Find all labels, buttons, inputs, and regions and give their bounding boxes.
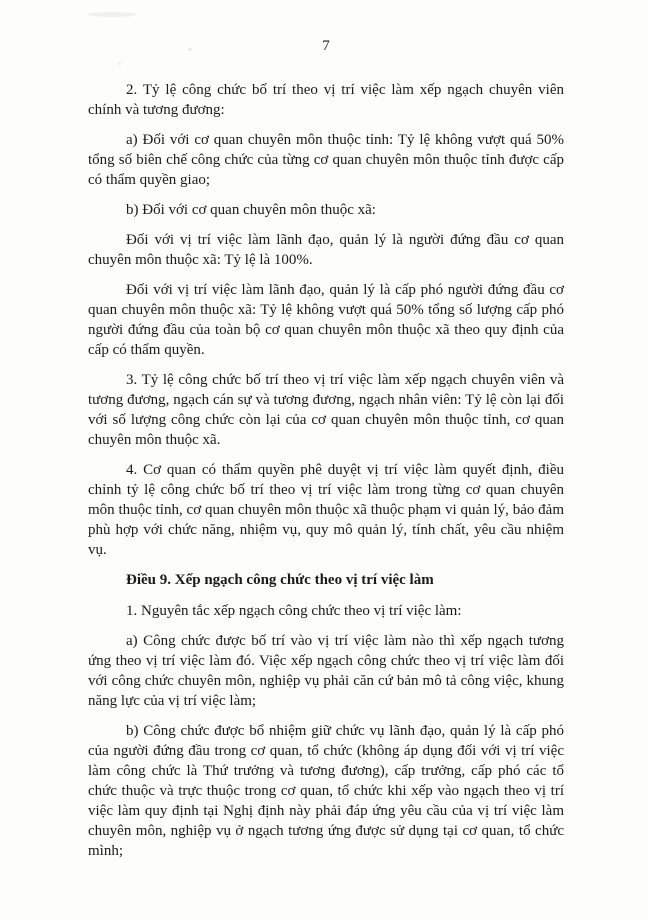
paragraph-point-b-clause-2: b) Đối với cơ quan chuyên môn thuộc xã:: [126, 202, 376, 218]
paragraph-point-a-clause-2: a) Đối với cơ quan chuyên môn thuộc tỉnh: Tỷ lệ không vượt quá 50% tổng số biên chế công chức của từng cơ quan chuyên môn thuộc tỉnh được cấp có thẩm quyền giao;: [88, 132, 564, 188]
paragraph-point-a-article-9: a) Công chức được bố trí vào vị trí việc làm nào thì xếp ngạch tương ứng theo vị trí việc làm đó. Việc xếp ngạch công chức theo vị trí việc làm đối với công chức chuyên môn, nghiệp vụ phải căn cứ bản mô tả công việc, khung năng lực của vị trí việc làm;: [88, 633, 564, 709]
paragraph-point-b-leader-ratio: Đối với vị trí việc làm lãnh đạo, quản lý là người đứng đầu cơ quan chuyên môn thuộc xã: Tỷ lệ là 100%.: [88, 232, 564, 268]
scan-smudge: [88, 12, 136, 17]
paragraph-point-b-article-9: b) Công chức được bổ nhiệm giữ chức vụ lãnh đạo, quản lý là cấp phó của người đứng đầu trong cơ quan, tổ chức (không áp dụng đối với vị trí việc làm công chức là Thứ trưởng và tương đương), cấp trưởng, cấp phó các tổ chức thuộc và trực thuộc trong cơ quan, tổ chức khi xếp vào ngạch theo vị trí việc làm quy định tại Nghị định này phải đáp ứng yêu cầu của vị trí việc làm chuyên môn, nghiệp vụ ở ngạch tương ứng được sử dụng tại cơ quan, tổ chức mình;: [88, 723, 564, 859]
page-number: 7: [322, 38, 330, 54]
paragraph-clause-1-article-9: 1. Nguyên tắc xếp ngạch công chức theo vị trí việc làm:: [126, 603, 462, 619]
paragraph-clause-3: 3. Tỷ lệ công chức bố trí theo vị trí việc làm xếp ngạch chuyên viên và tương đương, ngạch cán sự và tương đương, ngạch nhân viên: Tỷ lệ còn lại đối với số lượng công chức còn lại của cơ quan chuyên môn thuộc tỉnh, cơ quan chuyên môn thuộc xã.: [88, 372, 564, 448]
paragraph-clause-2: 2. Tỷ lệ công chức bố trí theo vị trí việc làm xếp ngạch chuyên viên chính và tương đương:: [88, 82, 564, 118]
paragraph-point-b-deputy-ratio: Đối với vị trí việc làm lãnh đạo, quản lý là cấp phó người đứng đầu cơ quan chuyên môn thuộc xã: Tỷ lệ không vượt quá 50% tổng số lượng cấp phó người đứng đầu của toàn bộ cơ quan chuyên môn thuộc xã theo quy định của cấp có thẩm quyền.: [88, 282, 564, 358]
paragraph-clause-4: 4. Cơ quan có thẩm quyền phê duyệt vị trí việc làm quyết định, điều chỉnh tỷ lệ công chức bố trí theo vị trí việc làm trong từng cơ quan chuyên môn thuộc tỉnh, cơ quan chuyên môn thuộc xã thuộc phạm vi quản lý, bảo đảm phù hợp với chức năng, nhiệm vụ, quy mô quản lý, tính chất, yêu cầu nhiệm vụ.: [88, 462, 564, 558]
scan-smudge: [118, 62, 121, 65]
article-9-heading: Điều 9. Xếp ngạch công chức theo vị trí việc làm: [126, 572, 434, 588]
